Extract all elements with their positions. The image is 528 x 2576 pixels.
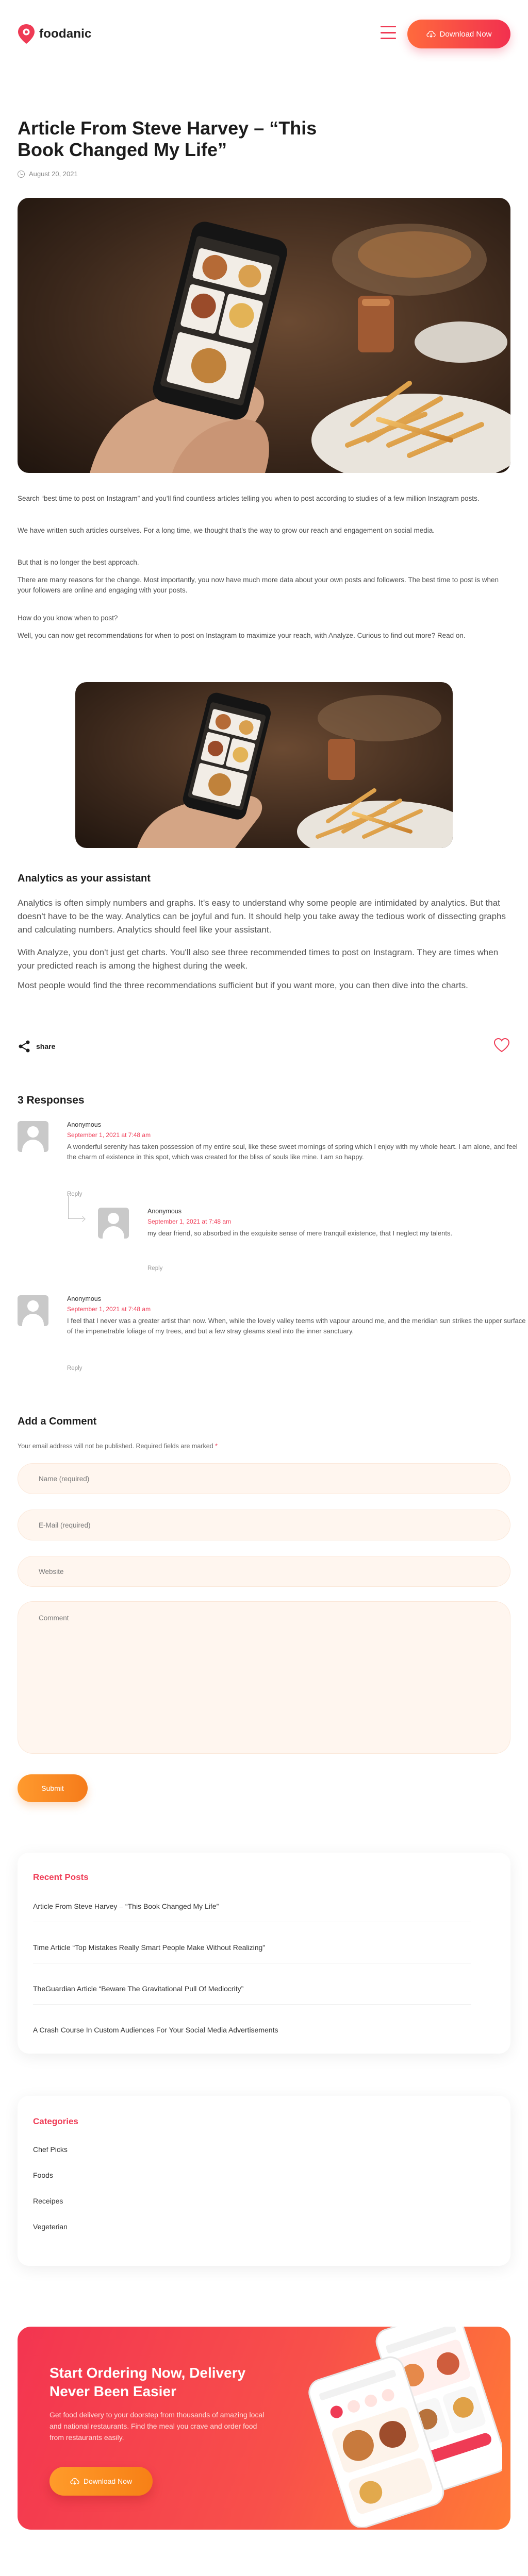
download-now-button[interactable] <box>407 20 510 48</box>
app-download-banner <box>18 2327 510 2530</box>
email-field[interactable] <box>18 1510 510 1540</box>
cloud-download-icon <box>70 2478 79 2485</box>
section-paragraph: With Analyze, you don't just get charts. You'll also see three recommended times to post on Instagram. They are times when your predicted reach is among the highest during the week. <box>18 947 499 971</box>
reply-link[interactable]: Reply <box>67 1365 82 1371</box>
category-link[interactable]: Chef Picks <box>33 2145 68 2154</box>
cta-title: Start Ordering Now, Delivery Never Been Easier <box>50 2365 246 2399</box>
category-link[interactable]: Receipes <box>33 2197 63 2205</box>
article-paragraph: Search “best time to post on Instagram” and you'll find countless articles telling you when to post according to studies of a few million Instagram posts. <box>18 495 480 502</box>
comment-date: September 1, 2021 at 7:48 am <box>67 1306 151 1313</box>
article-paragraph: We have written such articles ourselves. For a long time, we thought that's the way to grow our reach and engagement on social media. <box>18 527 435 534</box>
comment-date: September 1, 2021 at 7:48 am <box>67 1131 151 1139</box>
logo-text: foodanic <box>39 27 92 41</box>
section-heading: Analytics as your assistant <box>18 873 151 884</box>
share-row <box>18 1037 510 1057</box>
heart-icon[interactable] <box>493 1037 510 1054</box>
download-now-label: Download Now <box>439 29 492 39</box>
add-comment-heading: Add a Comment <box>18 1416 97 1427</box>
name-placeholder: Name (required) <box>39 1475 90 1483</box>
share-button[interactable] <box>18 1040 55 1053</box>
map-pin-logo-icon <box>18 24 35 44</box>
reply-link[interactable]: Reply <box>67 1191 82 1197</box>
article-title: Article From Steve Harvey – “This Book Changed My Life” <box>18 117 317 160</box>
article-paragraph: But that is no longer the best approach. <box>18 558 139 566</box>
share-icon <box>18 1040 31 1053</box>
comment-text: A wonderful serenity has taken possession of my entire soul, like these sweet mornings of spring which I enjoy with my whole heart. I am alone, and feel the charm of existence in this spot, which was created for the bliss of souls like mine. I am so happy. <box>67 1143 518 1161</box>
cloud-download-icon <box>426 30 436 38</box>
website-placeholder: Website <box>39 1567 64 1575</box>
cta-download-label: Download Now <box>83 2477 133 2485</box>
avatar <box>18 1121 48 1152</box>
article-paragraph: There are many reasons for the change. Most importantly, you now have much more data about your own posts and followers. The best time to post is when your followers are online and engaging with your posts. <box>18 576 499 594</box>
comment-author: Anonymous <box>147 1208 182 1215</box>
article-date <box>18 170 78 178</box>
comment-date: September 1, 2021 at 7:48 am <box>147 1218 232 1225</box>
article-paragraph: Well, you can now get recommendations for when to post on Instagram to maximize your reach, with Analyze. Curious to find out more? Read on. <box>18 632 466 639</box>
avatar <box>98 1208 129 1239</box>
comment-text: my dear friend, so absorbed in the exquisite sense of mere tranquil existence, that I neglect my talents. <box>147 1229 453 1237</box>
divider <box>33 2004 471 2005</box>
reply-arrow-icon <box>68 1195 84 1219</box>
category-link[interactable]: Foods <box>33 2171 53 2179</box>
website-field[interactable] <box>18 1556 510 1587</box>
app-phones-illustration <box>306 2327 502 2528</box>
categories-title: Categories <box>33 2116 78 2126</box>
cta-download-button[interactable] <box>50 2467 153 2496</box>
comment-author: Anonymous <box>67 1121 102 1128</box>
comment-placeholder: Comment <box>39 1614 69 1622</box>
site-header <box>0 0 528 67</box>
form-note-text: Your email address will not be published. Required fields are marked <box>18 1443 213 1450</box>
share-label: share <box>36 1042 56 1050</box>
responses-count: 3 Responses <box>18 1094 85 1106</box>
category-link[interactable]: Vegeterian <box>33 2223 68 2231</box>
comment-author: Anonymous <box>67 1295 102 1302</box>
article-date-text: August 20, 2021 <box>29 170 78 178</box>
food-photo <box>18 198 510 473</box>
cta-text: Get food delivery to your doorstep from thousands of amazing local and national restaurants. Find the meal you crave and order food from restaurants easily. <box>50 2411 265 2442</box>
article-hero-image <box>18 198 510 473</box>
avatar <box>18 1295 48 1326</box>
email-placeholder: E-Mail (required) <box>39 1521 91 1529</box>
hamburger-menu-icon[interactable] <box>381 26 396 39</box>
site-logo[interactable] <box>18 24 92 44</box>
submit-button[interactable]: Submit <box>18 1774 88 1802</box>
categories-widget <box>18 2096 510 2266</box>
recent-post-link[interactable]: Article From Steve Harvey – “This Book Changed My Life” <box>33 1902 219 1910</box>
recent-posts-widget <box>18 1853 510 2054</box>
name-field[interactable] <box>18 1463 510 1494</box>
required-mark: * <box>215 1443 218 1450</box>
recent-post-link[interactable]: A Crash Course In Custom Audiences For Your Social Media Advertisements <box>33 2026 278 2034</box>
reply-link[interactable]: Reply <box>147 1265 163 1272</box>
section-paragraph: Analytics is often simply numbers and graphs. It's easy to understand why some people are intimidated by analytics. But that doesn't have to be the way. Analytics can be joyful and fun. It should help you take away the tedious work of dissecting graphs and calculating numbers. Analytics should feel like your assistant. <box>18 898 506 935</box>
form-note <box>18 1443 218 1450</box>
section-paragraph: Most people would find the three recommendations sufficient but if you want more, you can then dive into the charts. <box>18 980 468 990</box>
recent-post-link[interactable]: Time Article “Top Mistakes Really Smart People Make Without Realizing” <box>33 1943 265 1952</box>
article-inline-image <box>75 682 453 848</box>
recent-posts-title: Recent Posts <box>33 1872 89 1882</box>
article-paragraph: How do you know when to post? <box>18 614 118 622</box>
comment-textarea[interactable] <box>18 1601 510 1754</box>
comment-text: I feel that I never was a greater artist than now. When, while the lovely valley teems with vapour around me, and the meridian sun strikes the upper surface of the impenetrable foliage of my trees, and but a few stray gleams steal into the inner sanctuary. <box>67 1317 526 1335</box>
clock-icon <box>18 171 25 178</box>
food-photo <box>75 682 453 848</box>
recent-post-link[interactable]: TheGuardian Article “Beware The Gravitational Pull Of Mediocrity” <box>33 1985 244 1993</box>
